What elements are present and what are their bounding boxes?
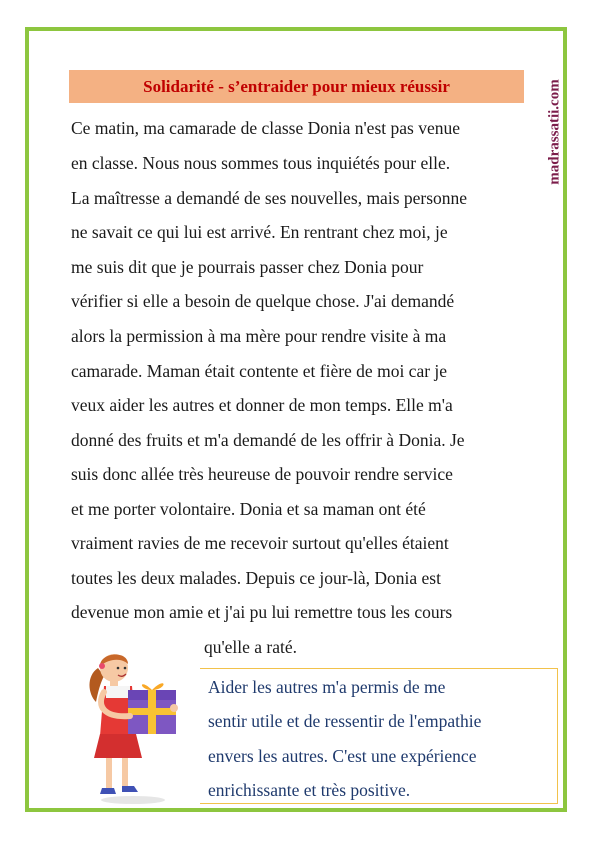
story-line: toutes les deux malades. Depuis ce jour-là, Donia est bbox=[71, 568, 441, 588]
reflection-line: Aider les autres m'a permis de me bbox=[208, 677, 446, 697]
reflection-line: sentir utile et de ressentir de l'empathie bbox=[208, 711, 482, 731]
story-line: et me porter volontaire. Donia et sa maman ont été bbox=[71, 499, 426, 519]
story-line: vérifier si elle a besoin de quelque chose. J'ai demandé bbox=[71, 291, 455, 311]
girl-with-gift-illustration bbox=[78, 646, 198, 806]
story-line: alors la permission à ma mère pour rendre visite à ma bbox=[71, 326, 447, 346]
story-line: vraiment ravies de me recevoir surtout qu'elles étaient bbox=[71, 533, 449, 553]
story-line: Ce matin, ma camarade de classe Donia n'est pas venue bbox=[71, 118, 460, 138]
reflection-box bbox=[200, 668, 558, 804]
story-line: donné des fruits et m'a demandé de les offrir à Donia. Je bbox=[71, 430, 465, 450]
story-line: veux aider les autres et donner de mon temps. Elle m'a bbox=[71, 395, 453, 415]
story-line: camarade. Maman était contente et fière de moi car je bbox=[71, 361, 448, 381]
story-line: La maîtresse a demandé de ses nouvelles, mais personne bbox=[71, 188, 468, 208]
page-title: Solidarité - s’entraider pour mieux réussir bbox=[143, 76, 450, 96]
story-line: en classe. Nous nous sommes tous inquiétés pour elle. bbox=[71, 153, 451, 173]
story-line: ne savait ce qui lui est arrivé. En rentrant chez moi, je bbox=[71, 222, 448, 242]
site-watermark: madrassatii.com bbox=[546, 79, 563, 185]
title-banner bbox=[69, 70, 524, 103]
reflection-line: envers les autres. C'est une expérience bbox=[208, 746, 477, 766]
story-line: me suis dit que je pourrais passer chez Donia pour bbox=[71, 257, 424, 277]
story-line: qu'elle a raté. bbox=[204, 637, 298, 657]
story-line: devenue mon amie et j'ai pu lui remettre tous les cours bbox=[71, 602, 453, 622]
reflection-line: enrichissante et très positive. bbox=[208, 780, 411, 800]
story-line: suis donc allée très heureuse de pouvoir rendre service bbox=[71, 464, 453, 484]
